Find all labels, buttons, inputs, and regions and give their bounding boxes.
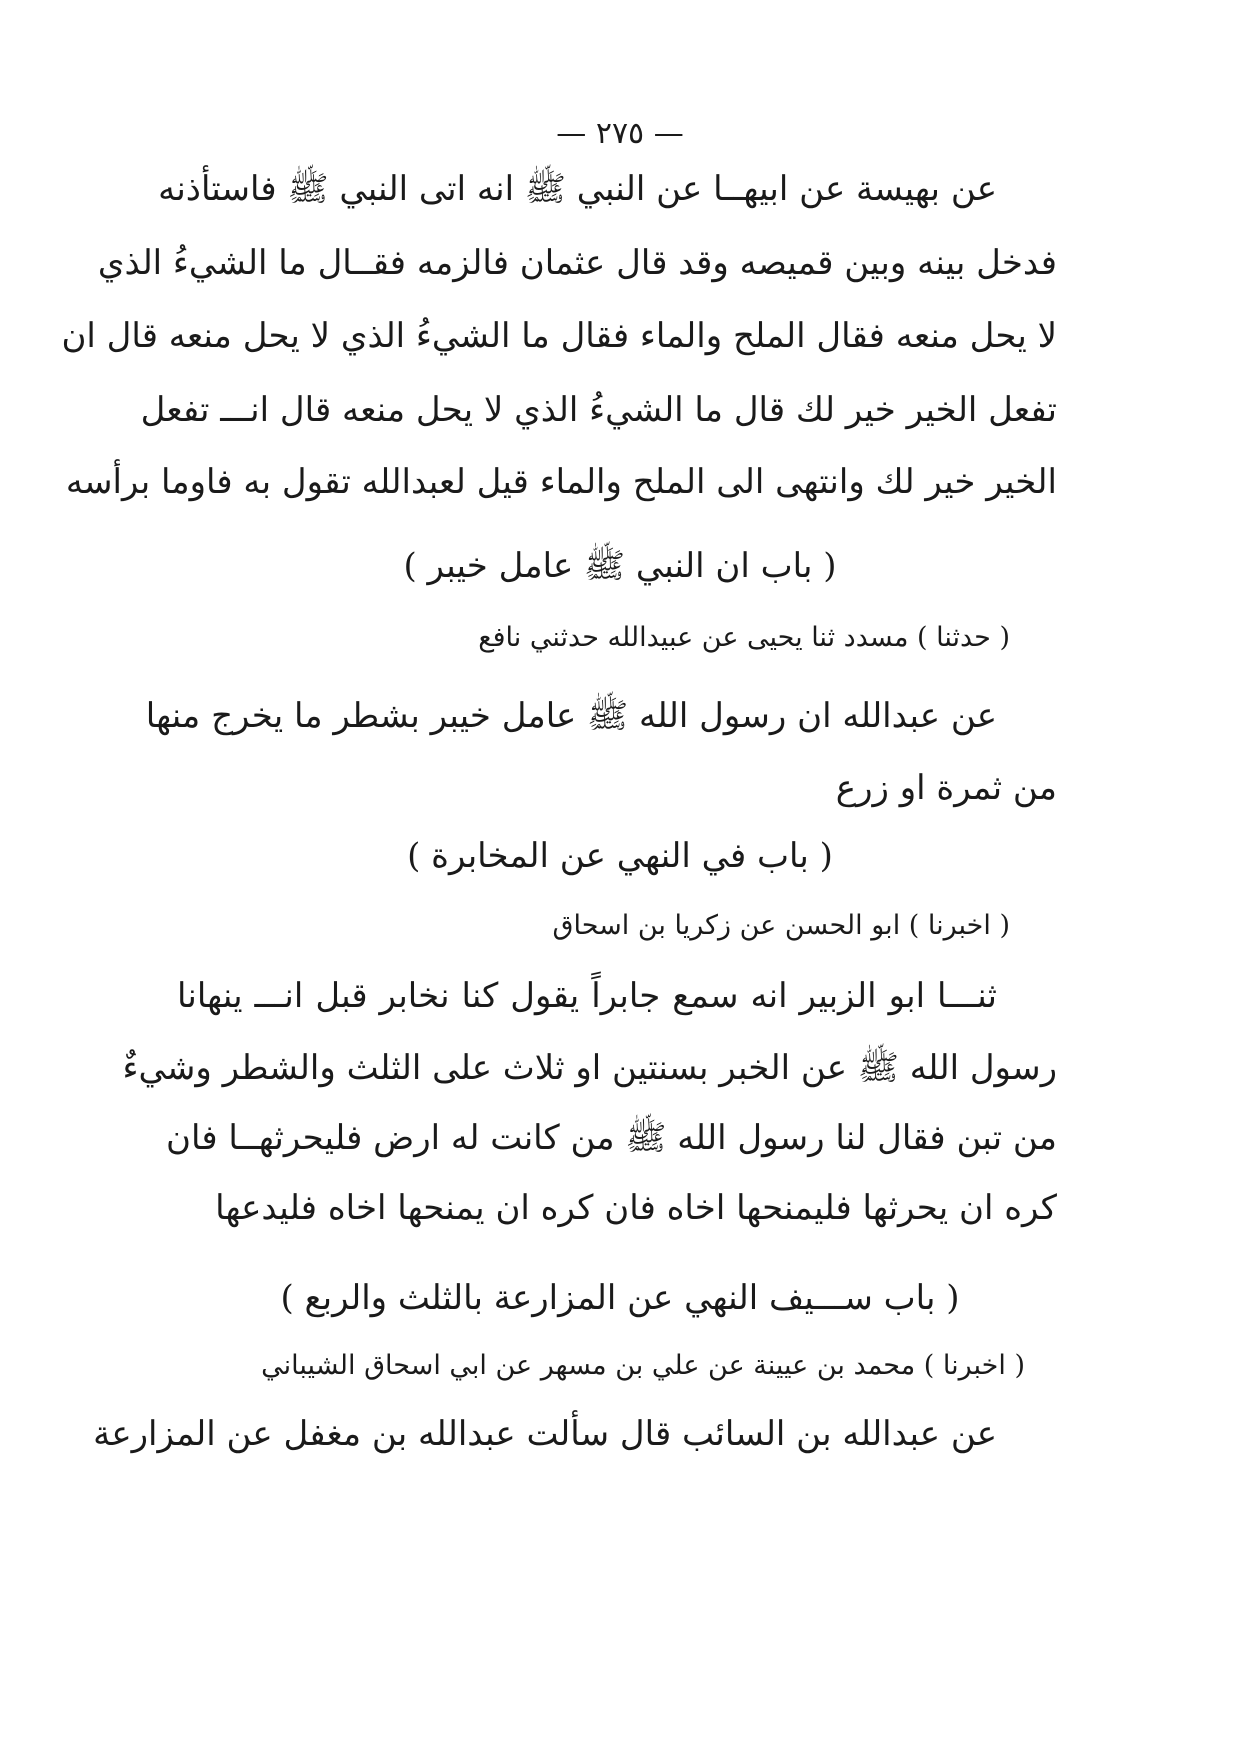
text-line: الخير خير لك وانتهى الى الملح والماء قيل لعبدالله تقول به فاوما برأسه — [65, 462, 1057, 502]
text-line: رسول الله ﷺ عن الخبر بسنتين او ثلاث على الثلث والشطر وشيءٌ — [122, 1048, 1057, 1088]
text-line: لا يحل منعه فقال الملح والماء فقال ما الشيءُ الذي لا يحل منعه قال ان — [61, 316, 1057, 356]
text-line: من تبن فقال لنا رسول الله ﷺ من كانت له ارض فليحرثهــا فان — [166, 1118, 1057, 1158]
isnad-line: ( اخبرنا ) ابو الحسن عن زكريا بن اسحاق — [552, 910, 1010, 941]
page-number: — ٢٧٥ — — [556, 116, 684, 151]
text-line: ثنـــا ابو الزبير انه سمع جابراً يقول كنا نخابر قبل انـــ ينهانا — [177, 976, 997, 1016]
chapter-heading: ( باب ســـيف النهي عن المزارعة بالثلث والربع ) — [280, 1278, 960, 1318]
text-line: من ثمرة او زرع — [835, 768, 1057, 808]
isnad-line: ( حدثنا ) مسدد ثنا يحيى عن عبيدالله حدثني نافع — [478, 622, 1010, 653]
text-line: عن عبدالله بن السائب قال سألت عبدالله بن مغفل عن المزارعة — [93, 1414, 997, 1454]
isnad-line: ( اخبرنا ) محمد بن عيينة عن علي بن مسهر عن ابي اسحاق الشيباني — [261, 1350, 1025, 1381]
text-line: تفعل الخير خير لك قال ما الشيءُ الذي لا يحل منعه قال انـــ تفعل — [140, 390, 1057, 430]
text-line: عن بهيسة عن ابيهــا عن النبي ﷺ انه اتى النبي ﷺ فاستأذنه — [158, 169, 997, 209]
chapter-heading: ( باب ان النبي ﷺ عامل خيبر ) — [403, 546, 837, 586]
text-line: عن عبدالله ان رسول الله ﷺ عامل خيبر بشطر ما يخرج منها — [145, 696, 997, 736]
chapter-heading: ( باب في النهي عن المخابرة ) — [407, 836, 833, 876]
text-line: فدخل بينه وبين قميصه وقد قال عثمان فالزمه فقــال ما الشيءُ الذي — [97, 243, 1057, 283]
text-line: كره ان يحرثها فليمنحها اخاه فان كره ان يمنحها اخاه فليدعها — [215, 1188, 1057, 1228]
